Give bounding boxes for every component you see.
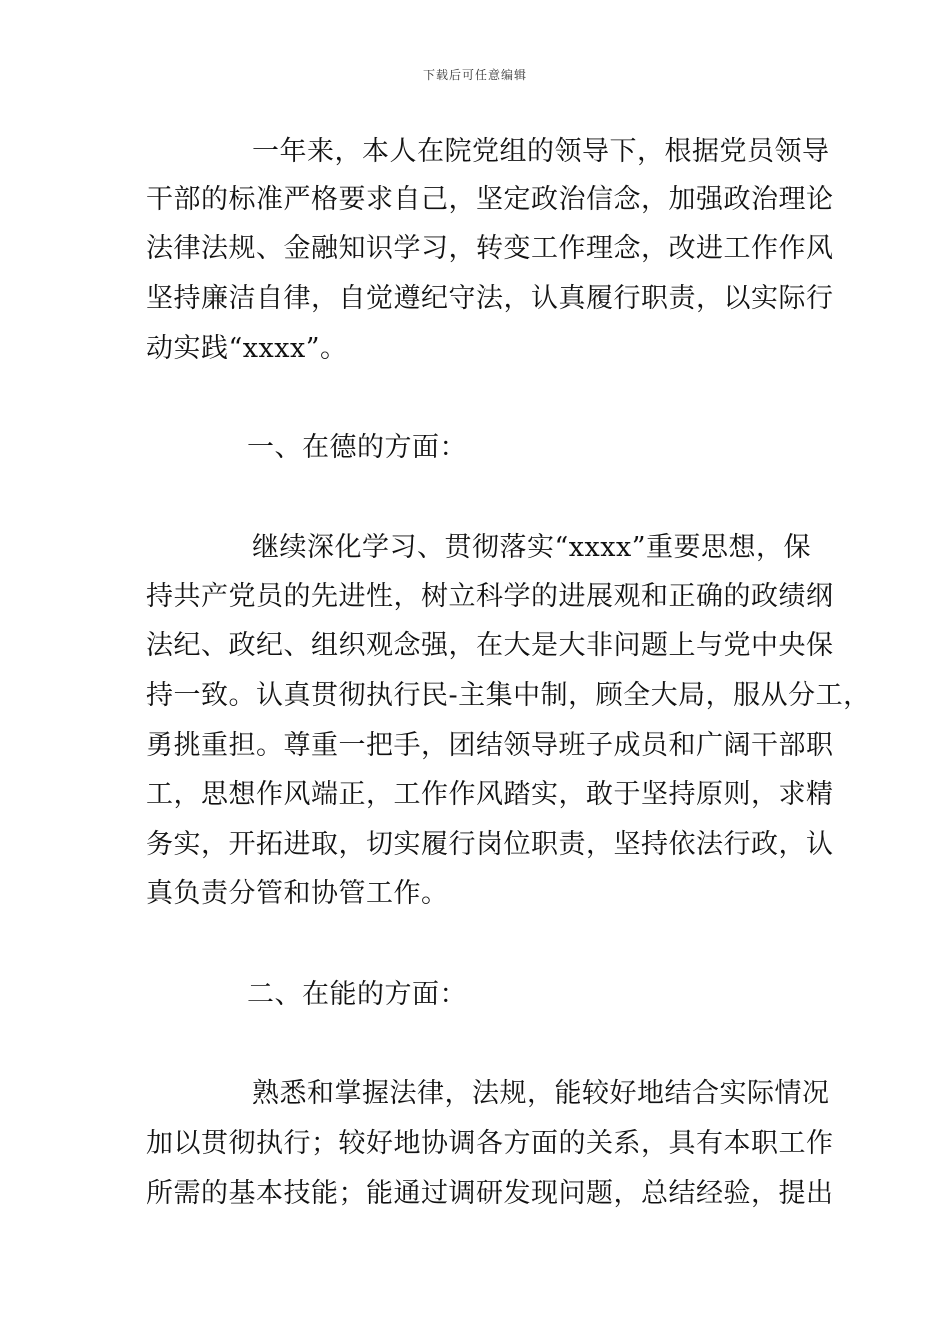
section-heading-ability: 二、在能的方面：	[247, 979, 467, 1010]
paragraph-1-line-1: 一年来，本人在院党组的领导下，根据党员领导	[252, 136, 830, 167]
paragraph-2-line-3: 法纪、政纪、组织观念强，在大是大非问题上与党中央保	[146, 630, 834, 661]
paragraph-2-line-2: 持共产党员的先进性，树立科学的进展观和正确的政绩纲	[146, 581, 834, 612]
paragraph-2-line-8: 真负责分管和协管工作。	[146, 878, 449, 909]
paragraph-2-line-5: 勇挑重担。尊重一把手，团结领导班子成员和广阔干部职	[146, 730, 834, 761]
paragraph-3-line-3: 所需的基本技能；能通过调研发现问题，总结经验，提出	[146, 1178, 834, 1209]
paragraph-2-line-1: 继续深化学习、贯彻落实“xxxx”重要思想，保	[252, 532, 812, 563]
paragraph-1-line-5: 动实践“xxxx”。	[146, 333, 348, 364]
paragraph-1-line-3: 法律法规、金融知识学习，转变工作理念，改进工作作风	[146, 233, 834, 264]
paragraph-1-line-2: 干部的标准严格要求自己，坚定政治信念，加强政治理论	[146, 184, 834, 215]
paragraph-3-line-2: 加以贯彻执行；较好地协调各方面的关系，具有本职工作	[146, 1128, 834, 1159]
page-header: 下载后可任意编辑	[422, 68, 527, 82]
paragraph-3-line-1: 熟悉和掌握法律，法规，能较好地结合实际情况	[252, 1078, 830, 1109]
paragraph-2-line-4: 持一致。认真贯彻执行民-主集中制，顾全大局，服从分工，	[146, 680, 871, 711]
section-heading-virtue: 一、在德的方面：	[247, 432, 467, 463]
paragraph-2-line-7: 务实，开拓进取，切实履行岗位职责，坚持依法行政，认	[146, 829, 834, 860]
paragraph-1-line-4: 坚持廉洁自律，自觉遵纪守法，认真履行职责，以实际行	[146, 283, 834, 314]
paragraph-2-line-6: 工，思想作风端正，工作作风踏实，敢于坚持原则，求精	[146, 779, 834, 810]
